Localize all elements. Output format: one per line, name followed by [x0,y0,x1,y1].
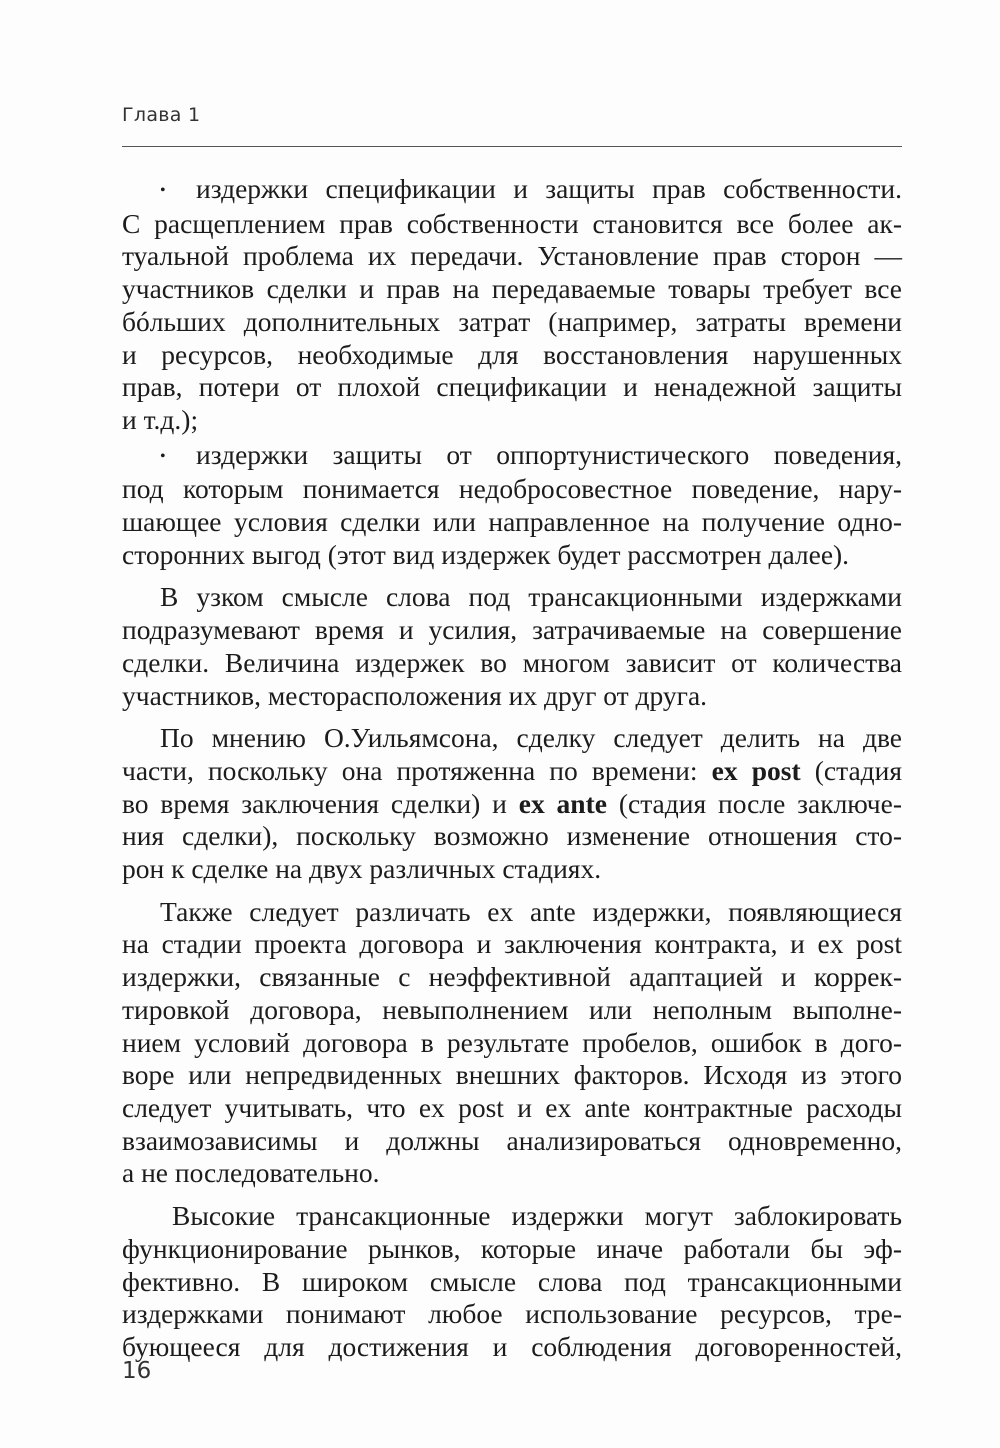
paragraph-bullet-specification [122,173,902,437]
term-ex-post: ex post [711,754,801,786]
text-line: бующееся для достижения и соблюдения договоренностей, [122,1330,902,1362]
text-line: участников сделки и прав на передаваемые товары требует все [122,273,902,305]
text-line: на стадии проекта договора и заключения контракта, и ex post [122,928,902,960]
text-line: издержки защиты от оппортунистического поведения, [196,438,902,470]
paragraph-ex-ante-ex-post [122,896,902,1190]
text-line: издержками понимают любое использование ресурсов, тре- [122,1298,902,1330]
text-line: По мнению О.Уильямсона, сделку следует делить на две [160,722,902,754]
text-fragment: части, поскольку она протяженна по времени: [122,754,712,786]
text-line: функционирование рынков, которые иначе работали бы эф- [122,1232,902,1264]
paragraph-bullet-opportunism [122,439,902,572]
paragraph-narrow-sense [122,581,902,712]
text-line: Высокие трансакционные издержки могут заблокировать [172,1200,902,1232]
text-line: взаимозависимы и должны анализироваться одновременно, [122,1124,902,1156]
text-line: туальной проблема их передачи. Установление прав сторон — [122,240,902,272]
page-number: 16 [122,1358,152,1384]
text-line: бóльших дополнительных затрат (например, затраты времени [122,305,902,337]
text-line: участников, месторасположения их друг от друга. [122,679,708,711]
text-line: сделки. Величина издержек во многом зависит от количества [122,646,902,678]
text-line: Также следует различать ex ante издержки, появляющиеся [160,895,902,927]
text-line: издержки спецификации и защиты прав собственности. [196,173,902,204]
text-line: В узком смысле слова под трансакционными издержками [160,581,902,613]
text-line: сторонних выгод (этот вид издержек будет рассмотрен далее). [122,538,850,570]
text-line: рон к сделке на двух различных стадиях. [122,853,602,885]
text-fragment: (стадия после заключе- [606,787,902,819]
text-line: прав, потери от плохой спецификации и ненадежной защиты [122,371,902,403]
running-head: Глава 1 [122,104,201,126]
text-line: шающее условия сделки или направленное на получение одно- [122,506,902,538]
text-line: нием условий договора в результате пробелов, ошибок в дого- [122,1026,902,1058]
text-line: фективно. В широком смысле слова под трансакционными [122,1265,902,1297]
text-line: воре или непредвиденных внешних факторов. Исходя из этого [122,1059,902,1091]
header-rule [122,146,902,147]
text-fragment: во время заключения сделки) и [122,787,519,819]
text-line: ния сделки), поскольку возможно изменение отношения сто- [122,820,902,852]
paragraph-high-costs [122,1200,902,1364]
bullet-icon: • [160,182,166,199]
text-line: и ресурсов, необходимые для восстановления нарушенных [122,338,902,370]
term-ex-ante: ex ante [518,787,607,819]
text-fragment: (стадия [800,754,903,786]
text-line: подразумевают время и усилия, затрачиваемые на совершение [122,614,902,646]
text-line: тировкой договора, невыполнением или неполным выполне- [122,993,902,1025]
text-line: С расщеплением прав собственности становится все более ак- [122,207,902,239]
bullet-icon: • [160,447,166,465]
text-line: следует учитывать, что ex post и ex ante контрактные расходы [122,1091,902,1123]
text-line: под которым понимается недобросовестное поведение, нару- [122,473,902,505]
text-line: и т.д.); [122,403,199,435]
text-line: издержки, связанные с неэффективной адаптацией и коррек- [122,961,902,993]
paragraph-williamson [122,722,902,886]
text-line: а не последовательно. [122,1157,380,1189]
body-text [122,173,902,1364]
